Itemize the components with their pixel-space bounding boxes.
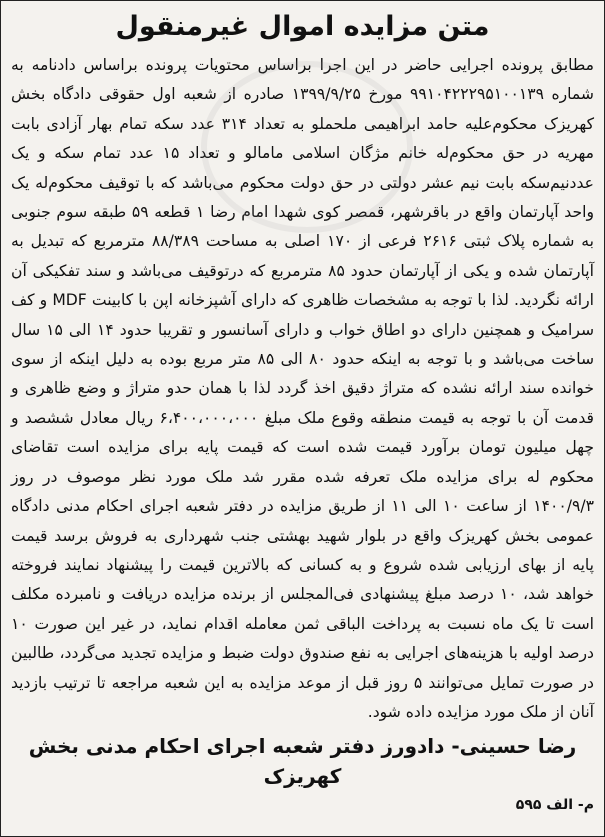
signature-line: رضا حسینی- دادورز دفتر شعبه اجرای احکام مدنی بخش کهریزک	[28, 734, 577, 789]
notice-body: مطابق پرونده اجرایی حاضر در این اجرا براساس محتویات پرونده براساس دادنامه به شماره ۹۹۱۰۴۲۲۲۹۵۱۰۰۱۳۹ مورخ ۱۳۹۹/۹/۲۵ صادره از شعبه اول حقوقی دادگاه بخش کهریزک محکوم‌علیه حامد ابراهیمی ملحملو به تعداد ۳۱۴ عدد سکه تمام بهار آزادی بابت مهریه در حق محکوم‌له خانم مژگان اسلامی مامالو و تعداد ۱۵ عدد تمام سکه و یک عددنیم‌سکه بابت نیم عشر دولتی در حق دولت محکوم می‌باشد که با توقیف محکوم‌له یک واحد آپارتمان واقع در باقرشهر، قمصر کوی شهدا امام رضا ۱ قطعه ۵۹ طبقه سوم جنوبی به شماره پلاک ثبتی ۲۶۱۶ فرعی از ۱۷۰ اصلی به مساحت ۸۸/۳۸۹ مترمربع که تبدیل به آپارتمان شده و یکی از آپارتمان حدود ۸۵ مترمربع که درتوقیف می‌باشد و سند تفکیکی آن ارائه نگردید. لذا با توجه به مشخصات ظاهری که دارای آشپزخانه اپن با کابینت MDF و کف سرامیک و همچنین دارای دو اطاق خواب و دارای آسانسور و تقریبا حدود ۱۴ الی ۱۵ سال ساخت می‌باشد و با توجه به اینکه حدود ۸۰ الی ۸۵ متر مربع بوده به دلیل اینکه از سوی خوانده سند ارائه نشده که متراژ دقیق اخذ گردد لذا با همان حدو متراژ و وضع ظاهری و قدمت آن با توجه به قیمت منطقه وقوع ملک مبلغ ۶،۴۰۰،۰۰۰،۰۰۰ ریال معادل ششصد و چهل میلیون تومان برآورد قیمت شده است که قیمت پایه برای مزایده است تقاضای محکوم له برای مزایده ملک تعرفه شده مقرر شد ملک مورد نظر موصوف در روز ۱۴۰۰/۹/۳ از ساعت ۱۰ الی ۱۱ از طریق مزایده در دفتر شعبه اجرای احکام مدنی دادگاه عمومی بخش کهریزک واقع در بلوار شهید بهشتی جنب شهرداری به فروش برسد قیمت پایه از بهای ارزیابی شده شروع و به کسانی که بالاترین قیمت را پیشنهاد نمایند فروخته خواهد شد، ۱۰ درصد مبلغ پیشنهادی فی‌المجلس از برنده مزایده دریافت و نامبرده مکلف است تا یک ماه نسبت به پرداخت الباقی ثمن معامله اقدام نماید، در غیر این صورت ۱۰ درصد اولیه با هزینه‌های اجرایی به نفع صندوق دولت ضبط و مزایده تجدید می‌گردد، طالبین در صورت تمایل می‌توانند ۵ روز قبل از موعد مزایده به این شعبه مراجعه تا ترتیب بازدید آنان از ملک مورد مزایده داده شود.	[11, 56, 595, 721]
reference-number: م- الف ۵۹۵	[515, 797, 594, 814]
notice-title: متن مزایده اموال غیرمنقول	[115, 11, 490, 42]
